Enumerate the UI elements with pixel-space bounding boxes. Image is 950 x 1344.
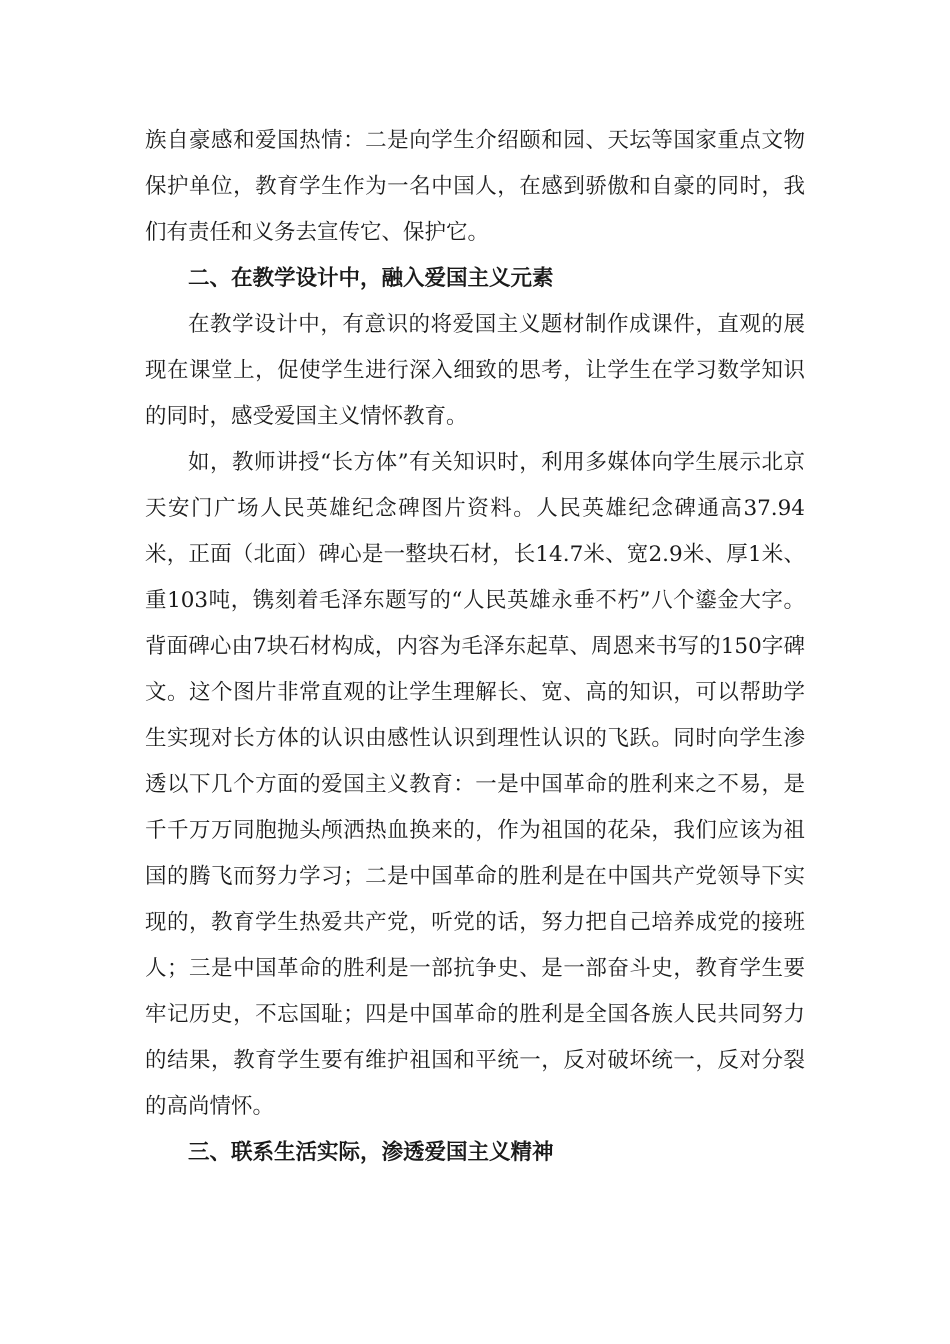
paragraph-continued: 族自豪感和爱国热情：二是向学生介绍颐和园、天坛等国家重点文物保护单位，教育学生作为一名中国人，在感到骄傲和自豪的同时，我们有责任和义务去宣传它、保护它。: [145, 128, 805, 245]
document-body: [145, 118, 805, 1176]
paragraph-monument-example: 如，教师讲授“长方体”有关知识时，利用多媒体向学生展示北京天安门广场人民英雄纪念碑图片资料。人民英雄纪念碑通高37.94米，正面（北面）碑心是一整块石材，长14.7米、宽2.9米、厚1米、重103吨，镌刻着毛泽东题写的“人民英雄永垂不朽”八个鎏金大字。背面碑心由7块石材构成，内容为毛泽东起草、周恩来书写的150字碑文。这个图片非常直观的让学生理解长、宽、高的知识，可以帮助学生实现对长方体的认识由感性认识到理性认识的飞跃。同时向学生渗透以下几个方面的爱国主义教育：一是中国革命的胜利来之不易，是千千万万同胞抛头颅洒热血换来的，作为祖国的花朵，我们应该为祖国的腾飞而努力学习；二是中国革命的胜利是在中国共产党领导下实现的，教育学生热爱共产党，听党的话，努力把自己培养成党的接班人；三是中国革命的胜利是一部抗争史、是一部奋斗史，教育学生要牢记历史，不忘国耻；四是中国革命的胜利是全国各族人民共同努力的结果，教育学生要有维护祖国和平统一，反对破坏统一，反对分裂的高尚情怀。: [145, 450, 805, 1119]
paragraph-teaching-design: 在教学设计中，有意识的将爱国主义题材制作成课件，直观的展现在课堂上，促使学生进行深入细致的思考，让学生在学习数学知识的同时，感受爱国主义情怀教育。: [145, 312, 805, 429]
section-heading-2: 二、在教学设计中，融入爱国主义元素: [188, 266, 554, 291]
section-heading-3: 三、联系生活实际，渗透爱国主义精神: [188, 1140, 554, 1165]
